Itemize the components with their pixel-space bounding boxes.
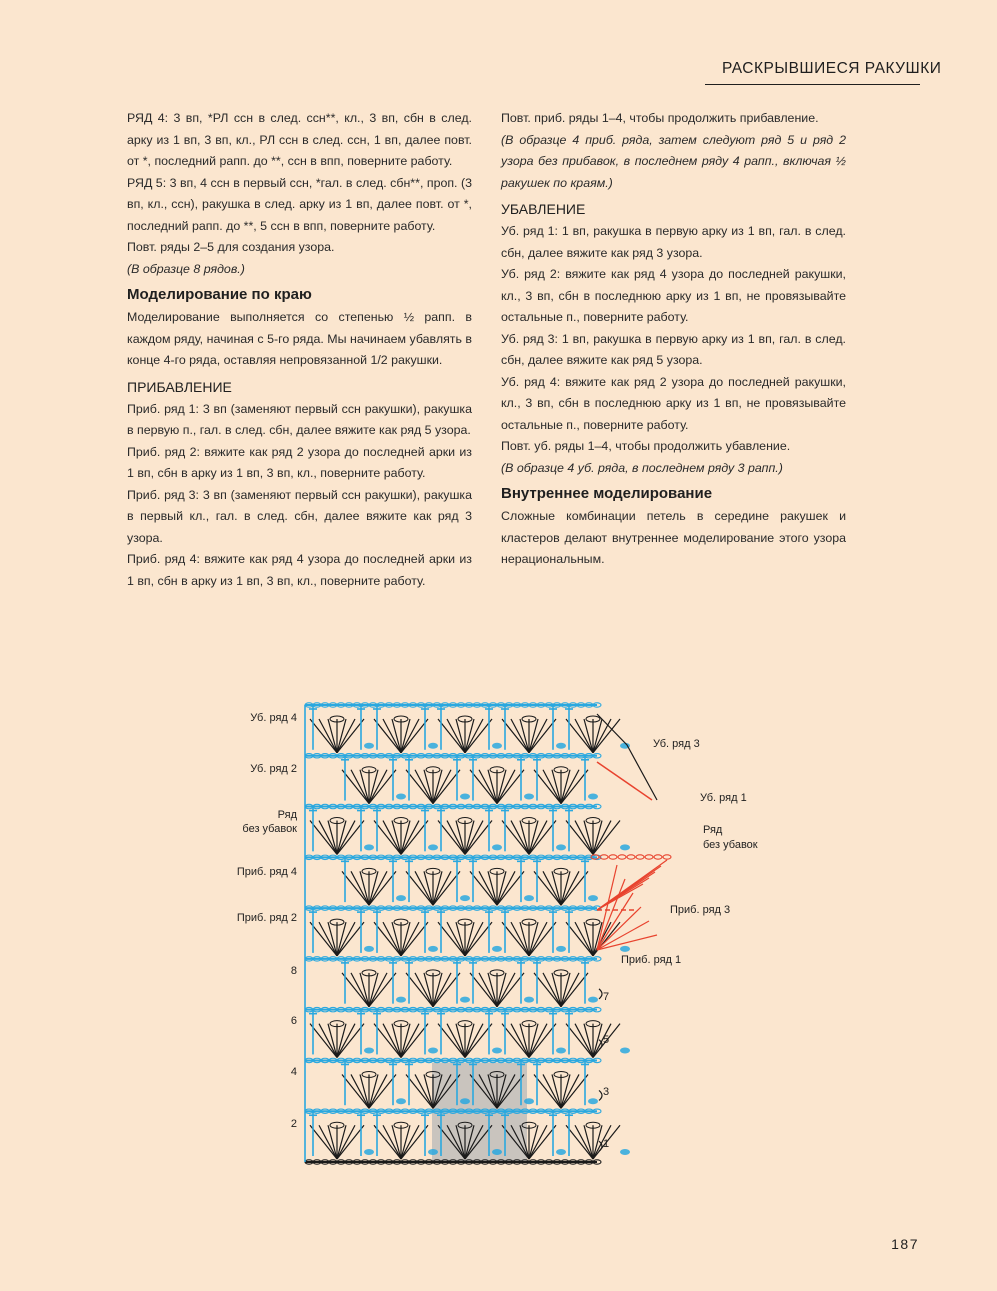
cluster-stitch: [588, 1098, 598, 1104]
shell-stitch: [511, 922, 529, 956]
shell-stitch: [543, 770, 561, 804]
shell-stitch: [511, 821, 529, 855]
shell-stitch: [337, 1125, 355, 1159]
shell-stitch: [337, 1024, 355, 1058]
red-chain: [627, 855, 635, 859]
shell-stitch: [369, 973, 387, 1007]
page-header-title: РАСКРЫВШИЕСЯ РАКУШКИ: [722, 60, 942, 77]
cluster-stitch: [364, 1149, 374, 1155]
shell-stitch: [575, 719, 593, 753]
shell-stitch: [561, 871, 579, 905]
red-chain: [636, 855, 644, 859]
shell-stitch: [529, 1024, 547, 1058]
cluster-stitch: [556, 844, 566, 850]
shell-stitch: [479, 973, 497, 1007]
cluster-stitch: [396, 794, 406, 800]
shell-stitch: [433, 973, 451, 1007]
label-plain-right-a: Ряд: [703, 824, 723, 836]
cluster-stitch: [428, 946, 438, 952]
increase-note: (В образце 4 приб. ряда, затем следуют ряд 5 и ряд 2 узора без прибавок, в последнем ряду 4 рапп., включая ½ ракушек по краям.): [501, 132, 846, 190]
cluster-stitch: [556, 1149, 566, 1155]
red-chain: [645, 855, 653, 859]
increase-title: ПРИБАВЛЕНИЕ: [127, 378, 232, 395]
shell-stitch: [415, 1074, 433, 1108]
row5-instructions: РЯД 5: 3 вп, 4 ссн в первый ссн, *гал. в след. сбн**, проп. (3 вп, кл., ссн), ракушка в след. арку из 1 вп, далее повт. от *, последний рапп. до **, 5 ссн в впп, поверните работу.: [127, 175, 472, 233]
shell-stitch: [543, 1074, 561, 1108]
cluster-stitch: [620, 844, 630, 850]
shell-stitch: [401, 1024, 419, 1058]
shell-stitch: [433, 770, 451, 804]
shell-stitch: [497, 770, 515, 804]
cluster-stitch: [428, 844, 438, 850]
shell-stitch: [319, 719, 337, 753]
cluster-stitch: [364, 844, 374, 850]
shell-stitch: [561, 770, 579, 804]
increase-row3: Приб. ряд 3: 3 вп (заменяют первый ссн ракушки), ракушка в первый кл., гал. в след. сбн, далее вяжите как ряд 3 узора.: [127, 487, 472, 545]
cluster-stitch: [556, 743, 566, 749]
shell-stitch: [561, 1074, 579, 1108]
shell-stitch: [401, 1125, 419, 1159]
shell-stitch: [447, 1024, 465, 1058]
shell-stitch: [337, 821, 355, 855]
shell-stitch: [401, 922, 419, 956]
label-inc-row2: Приб. ряд 2: [236, 912, 297, 924]
shell-stitch: [575, 821, 593, 855]
turning-mark: [599, 1090, 602, 1100]
inc-red-fan-upper: [597, 884, 643, 910]
shell-stitch: [561, 973, 579, 1007]
cluster-stitch: [460, 895, 470, 901]
shell-stitch: [529, 821, 547, 855]
shell-stitch: [479, 871, 497, 905]
cluster-stitch: [524, 997, 534, 1003]
shell-stitch: [351, 770, 369, 804]
decrease-repeat: Повт. уб. ряды 1–4, чтобы продолжить убавление.: [501, 439, 791, 453]
shell-stitch: [401, 719, 419, 753]
shell-stitch: [479, 770, 497, 804]
shell-stitch: [351, 871, 369, 905]
label-row6: 6: [290, 1015, 297, 1027]
shell-stitch: [351, 973, 369, 1007]
red-chain: [654, 855, 662, 859]
shell-stitch: [401, 821, 419, 855]
header-rule: [705, 84, 920, 85]
shell-stitch: [447, 821, 465, 855]
shell-stitch: [319, 1024, 337, 1058]
shell-stitch: [575, 922, 593, 956]
shell-stitch: [433, 871, 451, 905]
cluster-stitch: [588, 895, 598, 901]
shell-stitch: [465, 922, 483, 956]
label-row1: 1: [603, 1138, 610, 1150]
increase-row1: Приб. ряд 1: 3 вп (заменяют первый ссн ракушки), ракушка в первую п., гал. в след. сбн, далее вяжите как ряд 5 узора.: [127, 401, 472, 437]
cluster-stitch: [620, 1149, 630, 1155]
shell-stitch: [575, 1125, 593, 1159]
shell-stitch: [319, 922, 337, 956]
internal-shaping-title: Внутреннее моделирование: [501, 485, 713, 502]
label-row7: 7: [603, 991, 610, 1003]
decrease-row4: Уб. ряд 4: вяжите как ряд 2 узора до последней ракушки, кл., 3 вп, сбн в последнюю арку из 1 вп, не провязывайте остальные п., поверните работу.: [501, 374, 846, 432]
shell-stitch: [383, 1125, 401, 1159]
dec-red-line: [597, 762, 652, 800]
red-chain: [609, 855, 617, 859]
label-row5: 5: [603, 1034, 610, 1046]
cluster-stitch: [620, 946, 630, 952]
label-row3: 3: [603, 1086, 610, 1098]
label-plain-right-b: без убавок: [703, 839, 758, 851]
shell-stitch: [447, 719, 465, 753]
label-dec-row4: Уб. ряд 4: [250, 712, 297, 724]
cluster-stitch: [524, 1098, 534, 1104]
shell-stitch: [415, 973, 433, 1007]
label-plain-row-b: без убавок: [242, 823, 297, 835]
cluster-stitch: [588, 794, 598, 800]
shell-stitch: [447, 922, 465, 956]
shell-stitch: [497, 973, 515, 1007]
cluster-stitch: [460, 997, 470, 1003]
shell-stitch: [415, 871, 433, 905]
shell-stitch: [575, 1024, 593, 1058]
label-dec-row3: Уб. ряд 3: [653, 738, 700, 750]
red-chain: [618, 855, 626, 859]
edge-shaping-text: Моделирование выполняется со степенью ½ рапп. в каждом ряду, начиная с 5-го ряда. Мы начинаем убавлять в конце 4-го ряда, оставляя непровязанной 1/2 ракушки.: [127, 310, 472, 367]
cluster-stitch: [364, 946, 374, 952]
cluster-stitch: [556, 1047, 566, 1053]
cluster-stitch: [460, 1098, 470, 1104]
shell-stitch: [465, 719, 483, 753]
shell-stitch: [383, 719, 401, 753]
shell-stitch: [319, 1125, 337, 1159]
cluster-stitch: [428, 743, 438, 749]
label-row2: 2: [290, 1118, 297, 1130]
cluster-stitch: [524, 794, 534, 800]
shell-stitch: [543, 871, 561, 905]
shell-stitch: [529, 1125, 547, 1159]
label-dec-row1: Уб. ряд 1: [700, 792, 747, 804]
decrease-title: УБАВЛЕНИЕ: [501, 201, 586, 217]
decrease-row1: Уб. ряд 1: 1 вп, ракушка в первую арку из 1 вп, гал. в след. сбн, далее вяжите как ряд 3 узора.: [501, 224, 846, 260]
label-inc-row3: Приб. ряд 3: [670, 904, 731, 916]
decrease-row3: Уб. ряд 3: 1 вп, ракушка в первую арку из 1 вп, гал. в след. сбн, далее вяжите как ряд 5 узора.: [501, 331, 846, 367]
cluster-stitch: [492, 1047, 502, 1053]
cluster-stitch: [588, 997, 598, 1003]
edge-shaping-title: Моделирование по краю: [127, 286, 312, 303]
cluster-stitch: [396, 1098, 406, 1104]
shell-stitch: [497, 871, 515, 905]
turning-mark: [599, 989, 602, 999]
label-row8: 8: [290, 965, 297, 977]
shell-stitch: [465, 821, 483, 855]
cluster-stitch: [396, 895, 406, 901]
row4-instructions: РЯД 4: 3 вп, *РЛ ссн в след. ссн**, кл., 3 вп, сбн в след. арку из 1 вп, 3 вп, кл., РЛ ссн в след. ссн, 1 вп, далее повт. от *, последний рапп. до **, ссн в впп, поверните работу.: [127, 111, 472, 168]
shell-stitch: [593, 821, 611, 855]
cluster-stitch: [524, 895, 534, 901]
right-text-column: [501, 108, 846, 571]
increase-row2: Приб. ряд 2: вяжите как ряд 2 узора до последней арки из 1 вп, сбн в арку из 1 вп, 3 вп, кл., поверните работу.: [127, 444, 472, 480]
shell-stitch: [465, 1024, 483, 1058]
cluster-stitch: [460, 794, 470, 800]
inc-red-fan: [597, 893, 633, 950]
left-text-column: [127, 108, 472, 592]
label-inc-row4: Приб. ряд 4: [236, 866, 297, 878]
cluster-stitch: [428, 1149, 438, 1155]
increase-repeat: Повт. приб. ряды 1–4, чтобы продолжить прибавление.: [501, 111, 819, 125]
cluster-stitch: [428, 1047, 438, 1053]
sample-note: (В образце 8 рядов.): [127, 261, 245, 276]
repeat-instructions: Повт. ряды 2–5 для создания узора.: [127, 240, 335, 254]
cluster-stitch: [492, 743, 502, 749]
cluster-stitch: [492, 844, 502, 850]
internal-shaping-text: Сложные комбинации петель в середине ракушек и кластеров делают внутреннее моделирование этого узора нерациональным.: [501, 509, 846, 566]
shell-stitch: [369, 1074, 387, 1108]
label-dec-row2: Уб. ряд 2: [250, 763, 297, 775]
shell-stitch: [383, 1024, 401, 1058]
cluster-stitch: [492, 1149, 502, 1155]
cluster-stitch: [364, 743, 374, 749]
shell-stitch: [383, 821, 401, 855]
cluster-stitch: [364, 1047, 374, 1053]
label-plain-row-a: Ряд: [277, 809, 297, 821]
shell-stitch: [511, 1024, 529, 1058]
shell-stitch: [529, 719, 547, 753]
page-number: 187: [891, 1236, 919, 1252]
shell-stitch: [351, 1074, 369, 1108]
cluster-stitch: [556, 946, 566, 952]
shell-stitch: [369, 871, 387, 905]
shell-stitch: [319, 821, 337, 855]
cluster-stitch: [492, 946, 502, 952]
shell-stitch: [337, 719, 355, 753]
shell-stitch: [369, 770, 387, 804]
shell-stitch: [593, 719, 611, 753]
shell-stitch: [529, 922, 547, 956]
cluster-stitch: [620, 1047, 630, 1053]
label-inc-row1: Приб. ряд 1: [621, 954, 682, 966]
dec-edge: [597, 714, 657, 800]
decrease-row2: Уб. ряд 2: вяжите как ряд 4 узора до последней ракушки, кл., 3 вп, сбн в последнюю арку из 1 вп, не провязывайте остальные п., поверните работу.: [501, 267, 846, 324]
crochet-chart: [225, 700, 785, 1175]
shell-stitch: [543, 973, 561, 1007]
shell-stitch: [415, 770, 433, 804]
increase-row4: Приб. ряд 4: вяжите как ряд 4 узора до последней арки из 1 вп, сбн в арку из 1 вп, 3 вп, кл., поверните работу.: [127, 552, 472, 588]
shell-stitch: [337, 922, 355, 956]
decrease-note: (В образце 4 уб. ряда, в последнем ряду 3 рапп.): [501, 460, 783, 475]
shell-stitch: [511, 719, 529, 753]
shell-stitch: [383, 922, 401, 956]
crochet-chart-svg: [225, 700, 785, 1175]
cluster-stitch: [396, 997, 406, 1003]
label-row4: 4: [290, 1066, 297, 1078]
red-chain: [663, 855, 671, 859]
